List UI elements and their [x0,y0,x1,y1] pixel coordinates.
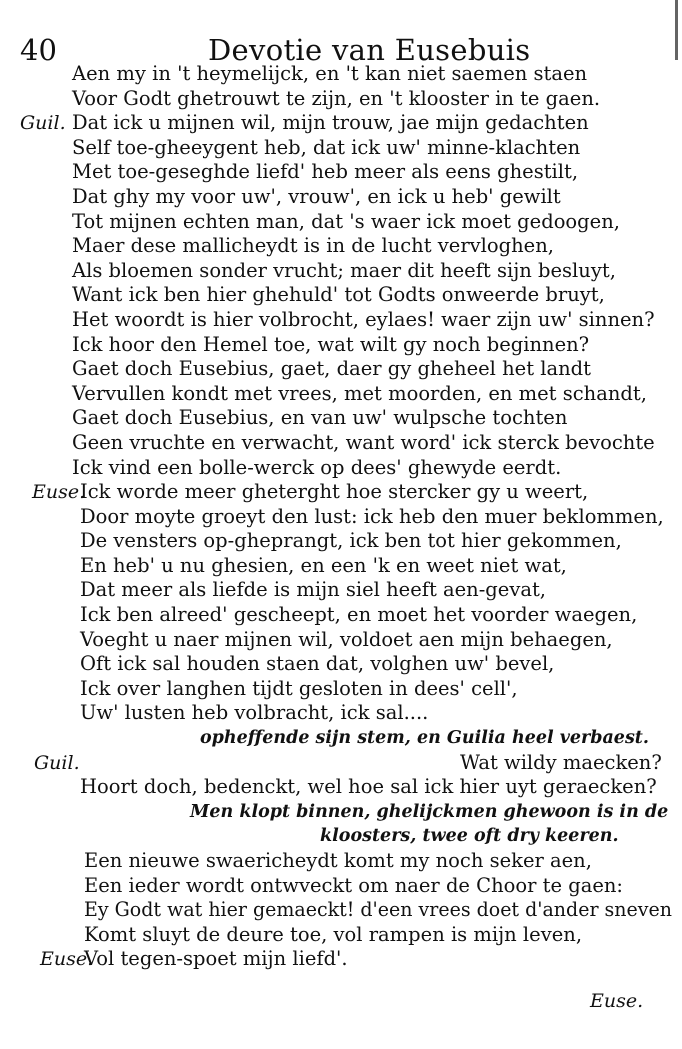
verse-line [0,554,682,579]
verse-line [0,160,682,185]
catchword: Euse. [590,990,644,1012]
verse-text [0,62,682,972]
line-text: Het woordt is hier volbrocht, eylaes! waer zijn uw' sinnen? [72,307,655,331]
verse-line [0,652,682,677]
line-text: Geen vruchte en verwacht, want word' ick sterck bevochte [72,430,655,454]
verse-line [0,923,682,948]
verse-line [0,603,682,628]
verse-line [0,234,682,259]
line-text: Een ieder wordt ontwveckt om naer de Choor te gaen: [84,873,624,897]
line-text: Gaet doch Eusebius, en van uw' wulpsche tochten [72,406,568,430]
line-text: Oft ick sal houden staen dat, volghen uw' bevel, [80,652,555,676]
verse-line [0,751,682,776]
line-text: Ick ben alreed' gescheept, en moet het voorder waegen, [80,603,638,627]
line-text: kloosters, twee oft dry keeren. [320,826,619,847]
verse-line [0,357,682,382]
verse-line [0,849,682,874]
verse-line [0,874,682,899]
line-text: Als bloemen sonder vrucht; maer dit heeft sijn besluyt, [72,258,616,282]
line-text: Met toe-geseghde liefd' heb meer als eens ghestilt, [72,160,579,184]
line-text: Voeght u naer mijnen wil, voldoet aen mijn behaegen, [80,627,613,651]
verse-line [0,431,682,456]
line-text: Ey Godt wat hier gemaeckt! d'een vrees doet d'ander sneven [84,898,672,922]
speaker-label: Guil. [34,751,80,774]
line-text: Gaet doch Eusebius, gaet, daer gy gheheel het landt [72,357,591,381]
line-text: Wat wildy maecken? [460,750,662,774]
verse-line [0,136,682,161]
verse-line [0,701,682,726]
verse-line [0,210,682,235]
verse-line [0,406,682,431]
line-text: Komt sluyt de deure toe, vol rampen is mijn leven, [84,922,583,946]
verse-line [0,775,682,800]
line-text: Men klopt binnen, ghelijckmen ghewoon is in de [190,801,669,822]
verse-line [0,87,682,112]
line-text: Ick vind een bolle-werck op dees' ghewyde eerdt. [72,455,562,479]
line-text: Want ick ben hier ghehuld' tot Godts onweerde bruyt, [72,283,605,307]
line-text: Vol tegen-spoet mijn liefd'. [84,947,348,971]
verse-line [0,456,682,481]
verse-line [0,898,682,923]
line-text: Ick worde meer gheterght hoe stercker gy u weert, [80,480,589,504]
stage-direction [0,800,682,825]
verse-line [0,578,682,603]
verse-line [0,283,682,308]
speaker-label: Euse. [32,481,86,504]
line-text: Een nieuwe swaericheydt komt my noch seker aen, [84,849,592,872]
verse-line [0,62,682,87]
line-text: En heb' u nu ghesien, en een 'k en weet niet wat, [80,553,567,577]
verse-line [0,505,682,530]
line-text: Ick hoor den Hemel toe, wat wilt gy noch beginnen? [72,332,590,356]
stage-direction [0,726,682,751]
speaker-label: Guil. [20,112,66,135]
verse-line [0,308,682,333]
line-text: Vervullen kondt met vrees, met moorden, en met schandt, [72,381,647,405]
line-text: Door moyte groeyt den lust: ick heb den muer beklommen, [80,504,664,528]
line-text: Hoort doch, bedenckt, wel hoe sal ick hier uyt geraecken? [80,775,657,799]
line-text: Self toe-gheeygent heb, dat ick uw' minne-klachten [72,135,581,159]
line-text: opheffende sijn stem, en Guilia heel verbaest. [200,728,649,749]
verse-line [0,529,682,554]
page-edge-mark [675,0,678,60]
verse-line [0,333,682,358]
line-text: Ick over langhen tijdt gesloten in dees' cell', [80,676,518,700]
line-text: Dat meer als liefde is mijn siel heeft aen-gevat, [80,578,547,602]
line-text: Tot mijnen echten man, dat 's waer ick moet gedoogen, [72,209,620,233]
verse-line [0,677,682,702]
line-text: Dat ick u mijnen wil, mijn trouw, jae mijn gedachten [72,111,589,135]
verse-line [0,628,682,653]
line-text: Dat ghy my voor uw', vrouw', en ick u heb' gewilt [72,184,561,208]
line-text: De vensters op-gheprangt, ick ben tot hier gekommen, [80,529,622,553]
running-head: Devotie van Eusebuis [208,33,531,67]
stage-direction [0,824,682,849]
line-text: Maer dese mallicheydt is in de lucht vervloghen, [72,234,554,258]
verse-line [0,382,682,407]
verse-line [0,185,682,210]
page-number: 40 [20,33,57,67]
verse-line [0,111,682,136]
verse-line [0,259,682,284]
line-text: Aen my in 't heymelijck, en 't kan niet saemen staen [72,62,588,85]
line-text: Uw' lusten heb volbracht, ick sal.... [80,701,429,725]
verse-line [0,947,682,972]
line-text: Voor Godt ghetrouwt te zijn, en 't klooster in te gaen. [72,86,601,110]
verse-line [0,480,682,505]
speaker-label: Euse. [40,948,94,971]
